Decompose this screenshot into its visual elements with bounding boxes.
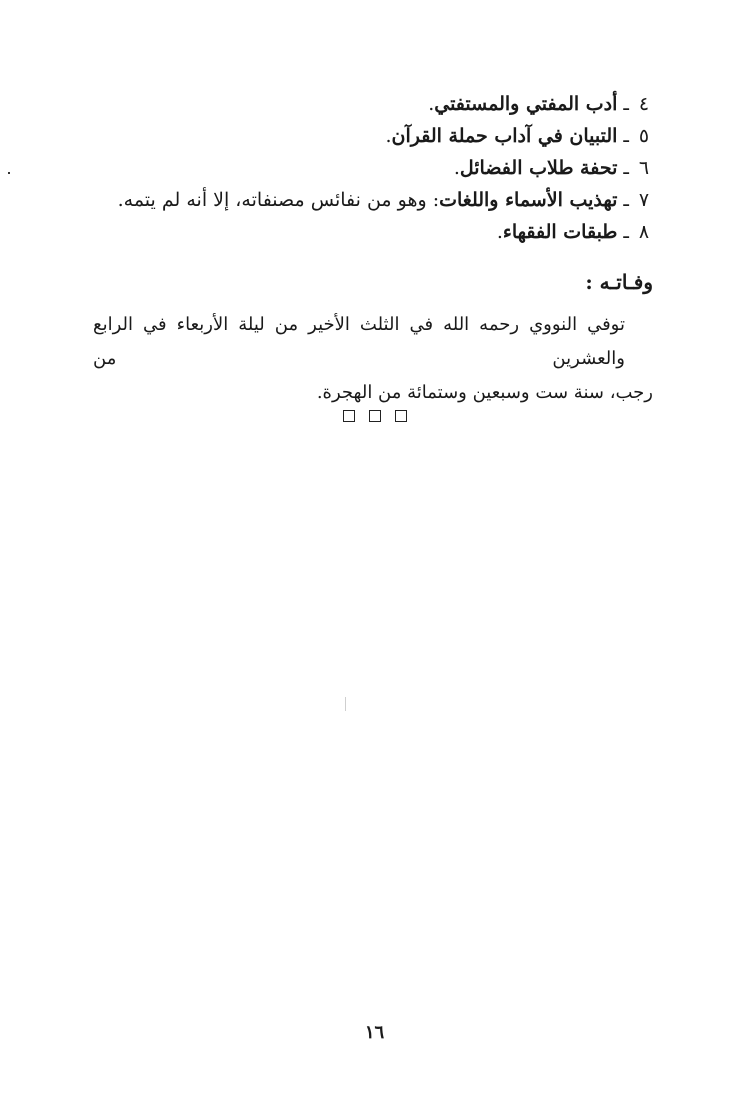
item-number: ٨ — [638, 221, 650, 243]
list-item — [93, 216, 653, 248]
item-end: . — [428, 93, 435, 115]
item-title: تهذيب الأسماء واللغات — [439, 189, 618, 211]
ornament-square-icon — [395, 410, 407, 422]
item-note: : وهو من نفائس مصنفاته، إلا أنه لم يتمه — [123, 189, 440, 211]
item-end: . — [496, 221, 503, 243]
section-heading: وفـاتـه : — [585, 270, 653, 294]
item-end: . — [385, 125, 392, 147]
list-item — [93, 120, 653, 152]
ornament-square-icon — [369, 410, 381, 422]
page-number: ١٦ — [364, 1022, 385, 1043]
item-title: تحفة طلاب الفضائل — [459, 157, 618, 179]
works-list — [93, 88, 653, 248]
item-title: طبقات الفقهاء — [502, 221, 618, 243]
item-dash: ـ — [623, 93, 629, 115]
item-number: ٦ — [638, 157, 650, 179]
item-end: . — [117, 189, 124, 211]
death-paragraph — [93, 308, 653, 410]
paragraph-line: توفي النووي رحمه الله في الثلث الأخير من ليلة الأربعاء في الرابع والعشرين من — [93, 314, 625, 369]
item-dash: ـ — [623, 189, 629, 211]
item-dash: ـ — [623, 157, 629, 179]
item-end: . — [453, 157, 460, 179]
list-item — [93, 184, 653, 216]
list-item — [93, 88, 653, 120]
item-number: ٤ — [638, 93, 650, 115]
ornament-square-icon — [343, 410, 355, 422]
item-dash: ـ — [623, 221, 629, 243]
item-title: أدب المفتي والمستفتي — [434, 93, 618, 115]
section-end-ornament — [0, 410, 749, 422]
scan-speck — [8, 172, 10, 174]
paragraph-line: رجب، سنة ست وسبعين وستمائة من الهجرة. — [316, 382, 653, 403]
item-dash: ـ — [623, 125, 629, 147]
item-title: التبيان في آداب حملة القرآن — [391, 125, 618, 147]
item-number: ٥ — [638, 125, 650, 147]
item-number: ٧ — [638, 189, 650, 211]
list-item — [93, 152, 653, 184]
scan-speck — [345, 697, 346, 711]
